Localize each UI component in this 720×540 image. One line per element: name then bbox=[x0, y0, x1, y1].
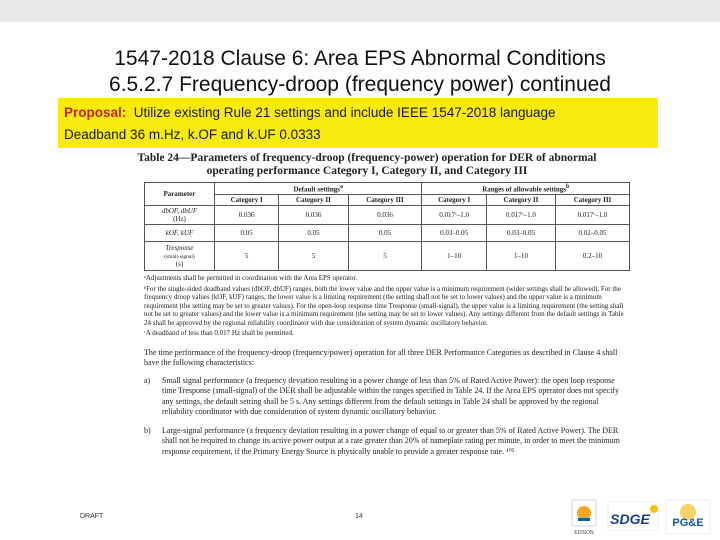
proposal-label: Proposal: bbox=[64, 105, 127, 120]
header-default bbox=[214, 183, 421, 195]
pge-logo bbox=[666, 500, 710, 534]
value-cell: 1–10 bbox=[486, 242, 555, 271]
draft-label: DRAFT bbox=[80, 513, 104, 520]
top-bar bbox=[0, 0, 720, 22]
table-row bbox=[145, 206, 630, 225]
list-marker: a) bbox=[144, 375, 151, 385]
param-name: Tresponse bbox=[165, 244, 194, 253]
header-default-label: Default settings bbox=[293, 185, 340, 194]
sdge-logo bbox=[608, 502, 658, 530]
list-item bbox=[144, 376, 624, 418]
header-ranges bbox=[422, 183, 630, 195]
title-line-1: 1547-2018 Clause 6: Area EPS Abnormal Conditions bbox=[114, 47, 606, 70]
proposal-box bbox=[58, 98, 658, 148]
document-excerpt bbox=[118, 152, 624, 457]
subheader: Category III bbox=[348, 195, 422, 206]
subheader: Category II bbox=[486, 195, 555, 206]
list-text: Large-signal performance (a frequency deviation resulting in a power change of equal to or greater than 5% of Rated Active Power). The DER shall not be required to change its active power output at a rate greater than 20% of nameplate rating per minute, in order to meet the minimum response requirement, if the Primary Energy Source is physically unable to provide a greater response rate. ¹⁰⁵ bbox=[162, 425, 620, 456]
header-parameter: Parameter bbox=[145, 183, 215, 206]
value-cell: 0.03–0.05 bbox=[422, 225, 486, 242]
value-cell: 5 bbox=[279, 242, 348, 271]
value-cell: 0.036 bbox=[348, 206, 422, 225]
page-number: 14 bbox=[355, 513, 363, 520]
proposal-text: Utilize existing Rule 21 settings and include IEEE 1547-2018 language bbox=[133, 105, 556, 120]
footnote: ᶜA deadband of less than 0.017 Hz shall be permitted. bbox=[144, 329, 294, 338]
title-line-2: 6.5.2.7 Frequency-droop (frequency power) continued bbox=[109, 73, 611, 96]
value-cell: 0.036 bbox=[214, 206, 278, 225]
value-cell: 0.05 bbox=[279, 225, 348, 242]
header-ranges-label: Ranges of allowable settings bbox=[482, 185, 566, 194]
table-row bbox=[145, 225, 630, 242]
value-cell: 0.017ᶜ–1.0 bbox=[422, 206, 486, 225]
param-unit: (Hz) bbox=[173, 215, 186, 224]
value-cell: 0.05 bbox=[348, 225, 422, 242]
table-footnotes bbox=[144, 274, 630, 338]
subheader: Category I bbox=[422, 195, 486, 206]
table-row bbox=[145, 242, 630, 271]
value-cell: 0.05 bbox=[214, 225, 278, 242]
param-cell bbox=[145, 225, 215, 242]
slide-title bbox=[0, 46, 720, 98]
list-marker: b) bbox=[144, 425, 151, 435]
value-cell: 0.02–0.05 bbox=[556, 225, 630, 242]
value-cell: 0.017ᶜ–1.0 bbox=[556, 206, 630, 225]
edison-logo-text: EDISON bbox=[574, 530, 594, 536]
list-item bbox=[144, 426, 624, 458]
list-text: Small signal performance (a frequency deviation resulting in a power change of less than 5% of Rated Active Power): the open loop response time Tresponse (small-signal) of the DER shall be adjustable within the ranges specified in Table 24. If the Area EPS operator does not specify any settings, the default setting shall be 5 s. Any settings different from the default settings in Table 24 shall be approved by the regional reliability coordinator with due consideration of system dynamic oscillatory behavior. bbox=[162, 375, 619, 417]
table-caption-line-2: operating performance Category I, Category II, and Category III bbox=[206, 165, 528, 177]
footnote: ᵃAdjustments shall be permitted in coordination with the Area EPS operator. bbox=[144, 274, 358, 283]
utility-logos bbox=[570, 496, 720, 540]
subheader: Category III bbox=[556, 195, 630, 206]
value-cell: 5 bbox=[214, 242, 278, 271]
value-cell: 5 bbox=[348, 242, 422, 271]
edison-logo bbox=[572, 500, 596, 536]
value-cell: 0.036 bbox=[279, 206, 348, 225]
footnote: ᵇFor the single-sided deadband values (dbOF, dbUF) ranges, both the lower value and the upper value is a minimum requirement (wider settings shall be allowed). For the frequency droop values (kOF, kUF) ranges, the lower value is a limiting requirement (the setting shall not be set to lower values) and the upper value is a minimum requirement (the setting may be set to greater values). For the open-loop response time Tresponse (small-signal), the upper value is a limiting requirement (the setting shall not be set to greater values) and the lower value is a minimum requirement (the setting may be set to lower values). Any settings different from the default settings in Table 24 shall be approved by the regional reliability coordinator with due consideration of system dynamic oscillatory behavior. bbox=[144, 284, 624, 327]
sdge-logo-text: SDGE bbox=[610, 511, 650, 527]
pge-logo-text: PG&E bbox=[672, 517, 704, 529]
param-name: kOF, kUF bbox=[165, 229, 194, 238]
param-unit: (s) bbox=[175, 260, 184, 269]
table-subheader-row bbox=[145, 195, 630, 206]
value-cell: 0.03–0.05 bbox=[486, 225, 555, 242]
parameter-table bbox=[144, 182, 630, 271]
proposal-line-2: Deadband 36 m.Hz, k.OF and k.UF 0.0333 bbox=[64, 127, 321, 142]
table-caption-line-1: Table 24—Parameters of frequency-droop (frequency-power) operation for DER of abnormal bbox=[137, 152, 597, 164]
header-ranges-sup: b bbox=[566, 184, 570, 190]
param-cell bbox=[145, 206, 215, 225]
subheader: Category I bbox=[214, 195, 278, 206]
value-cell: 0.2–10 bbox=[556, 242, 630, 271]
param-sub: (small-signal) bbox=[164, 254, 195, 261]
table-header-row bbox=[145, 183, 630, 195]
header-default-sup: a bbox=[339, 184, 343, 190]
param-name: dbOF, dbUF bbox=[161, 207, 198, 216]
body-intro: The time performance of the frequency-droop (frequency/power) operation for all three DER Performance Categories as described in Clause 4 shall have the following characteristics: bbox=[144, 347, 618, 367]
value-cell: 1–10 bbox=[422, 242, 486, 271]
value-cell: 0.017ᶜ–1.0 bbox=[486, 206, 555, 225]
table-caption bbox=[118, 152, 616, 178]
subheader: Category II bbox=[279, 195, 348, 206]
param-cell bbox=[145, 242, 215, 271]
